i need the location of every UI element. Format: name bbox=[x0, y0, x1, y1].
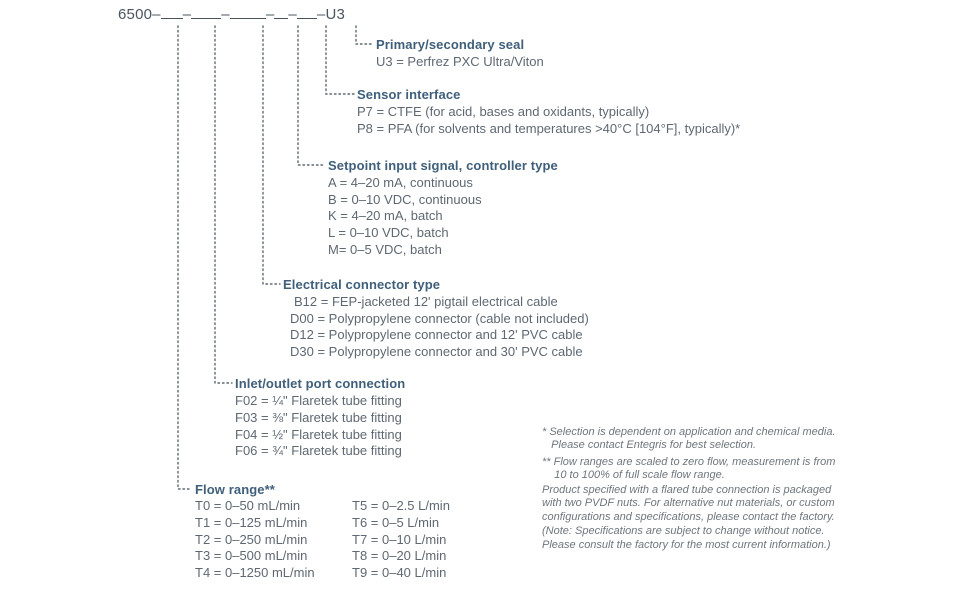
seal-heading: Primary/secondary seal bbox=[376, 37, 525, 52]
flow-option: T6 = 0–5 L/min bbox=[352, 515, 440, 530]
flow-option: T3 = 0–500 mL/min bbox=[195, 548, 308, 563]
port-option: F04 = ½" Flaretek tube fitting bbox=[235, 427, 402, 442]
footnote-line: Please contact Entegris for best selection. bbox=[542, 439, 757, 451]
setpoint-option: A = 4–20 mA, continuous bbox=[328, 175, 473, 190]
footnote-line: with two PVDF nuts. For alternative nut materials, or custom bbox=[542, 497, 835, 509]
sensor-option: P8 = PFA (for solvents and temperatures >40°C [104°F], typically)* bbox=[357, 121, 741, 136]
part-number-template: 6500– – – – – –U3 bbox=[118, 6, 346, 23]
port-option: F06 = ¾" Flaretek tube fitting bbox=[235, 443, 402, 458]
flow-option: T9 = 0–40 L/min bbox=[352, 565, 447, 580]
electrical-option: B12 = FEP-jacketed 12' pigtail electrical cable bbox=[294, 294, 558, 309]
setpoint-option: M= 0–5 VDC, batch bbox=[328, 242, 442, 257]
flow-heading: Flow range** bbox=[195, 482, 275, 497]
footnote-line: ** Flow ranges are scaled to zero flow, measurement is from bbox=[542, 456, 836, 468]
leader-port bbox=[215, 26, 232, 383]
setpoint-option: L = 0–10 VDC, batch bbox=[328, 225, 449, 240]
flow-option: T8 = 0–20 L/min bbox=[352, 548, 447, 563]
seal-option: U3 = Perfrez PXC Ultra/Viton bbox=[376, 54, 544, 69]
leader-sensor bbox=[326, 26, 354, 94]
sensor-option: P7 = CTFE (for acid, bases and oxidants, typically) bbox=[357, 104, 650, 119]
flow-option: T4 = 0–1250 mL/min bbox=[195, 565, 315, 580]
setpoint-option: B = 0–10 VDC, continuous bbox=[328, 192, 482, 207]
footnote-line: (Note: Specifications are subject to change without notice. bbox=[542, 525, 825, 537]
leader-flow bbox=[178, 26, 192, 489]
port-option: F03 = ⅜" Flaretek tube fitting bbox=[235, 410, 402, 425]
part-number-prefix: 6500– bbox=[118, 6, 161, 23]
footnote-line: Please consult the factory for the most current information.) bbox=[542, 539, 831, 551]
sensor-heading: Sensor interface bbox=[357, 87, 461, 102]
setpoint-option: K = 4–20 mA, batch bbox=[328, 208, 443, 223]
flow-option: T7 = 0–10 L/min bbox=[352, 532, 447, 547]
flow-option: T5 = 0–2.5 L/min bbox=[352, 498, 450, 513]
leader-electrical bbox=[263, 26, 280, 284]
flow-option: T2 = 0–250 mL/min bbox=[195, 532, 308, 547]
electrical-option: D12 = Polypropylene connector and 12' PVC cable bbox=[290, 327, 583, 342]
footnote-line: configurations and specifications, please contact the factory. bbox=[542, 511, 835, 523]
flow-option: T0 = 0–50 mL/min bbox=[195, 498, 301, 513]
electrical-option: D00 = Polypropylene connector (cable not included) bbox=[290, 311, 589, 326]
flow-option: T1 = 0–125 mL/min bbox=[195, 515, 308, 530]
electrical-option: D30 = Polypropylene connector and 30' PVC cable bbox=[290, 344, 583, 359]
electrical-heading: Electrical connector type bbox=[283, 277, 441, 292]
footnote-line: Product specified with a flared tube connection is packaged bbox=[542, 484, 832, 496]
footnote-line: 10 to 100% of full scale flow range. bbox=[542, 469, 725, 481]
port-option: F02 = ¼" Flaretek tube fitting bbox=[235, 393, 402, 408]
setpoint-heading: Setpoint input signal, controller type bbox=[328, 158, 558, 173]
port-heading: Inlet/outlet port connection bbox=[235, 376, 406, 391]
footnote-line: * Selection is dependent on application and chemical media. bbox=[542, 426, 836, 438]
leader-setpoint bbox=[298, 26, 325, 165]
leader-seal bbox=[356, 26, 372, 44]
part-number-suffix: U3 bbox=[325, 6, 346, 23]
